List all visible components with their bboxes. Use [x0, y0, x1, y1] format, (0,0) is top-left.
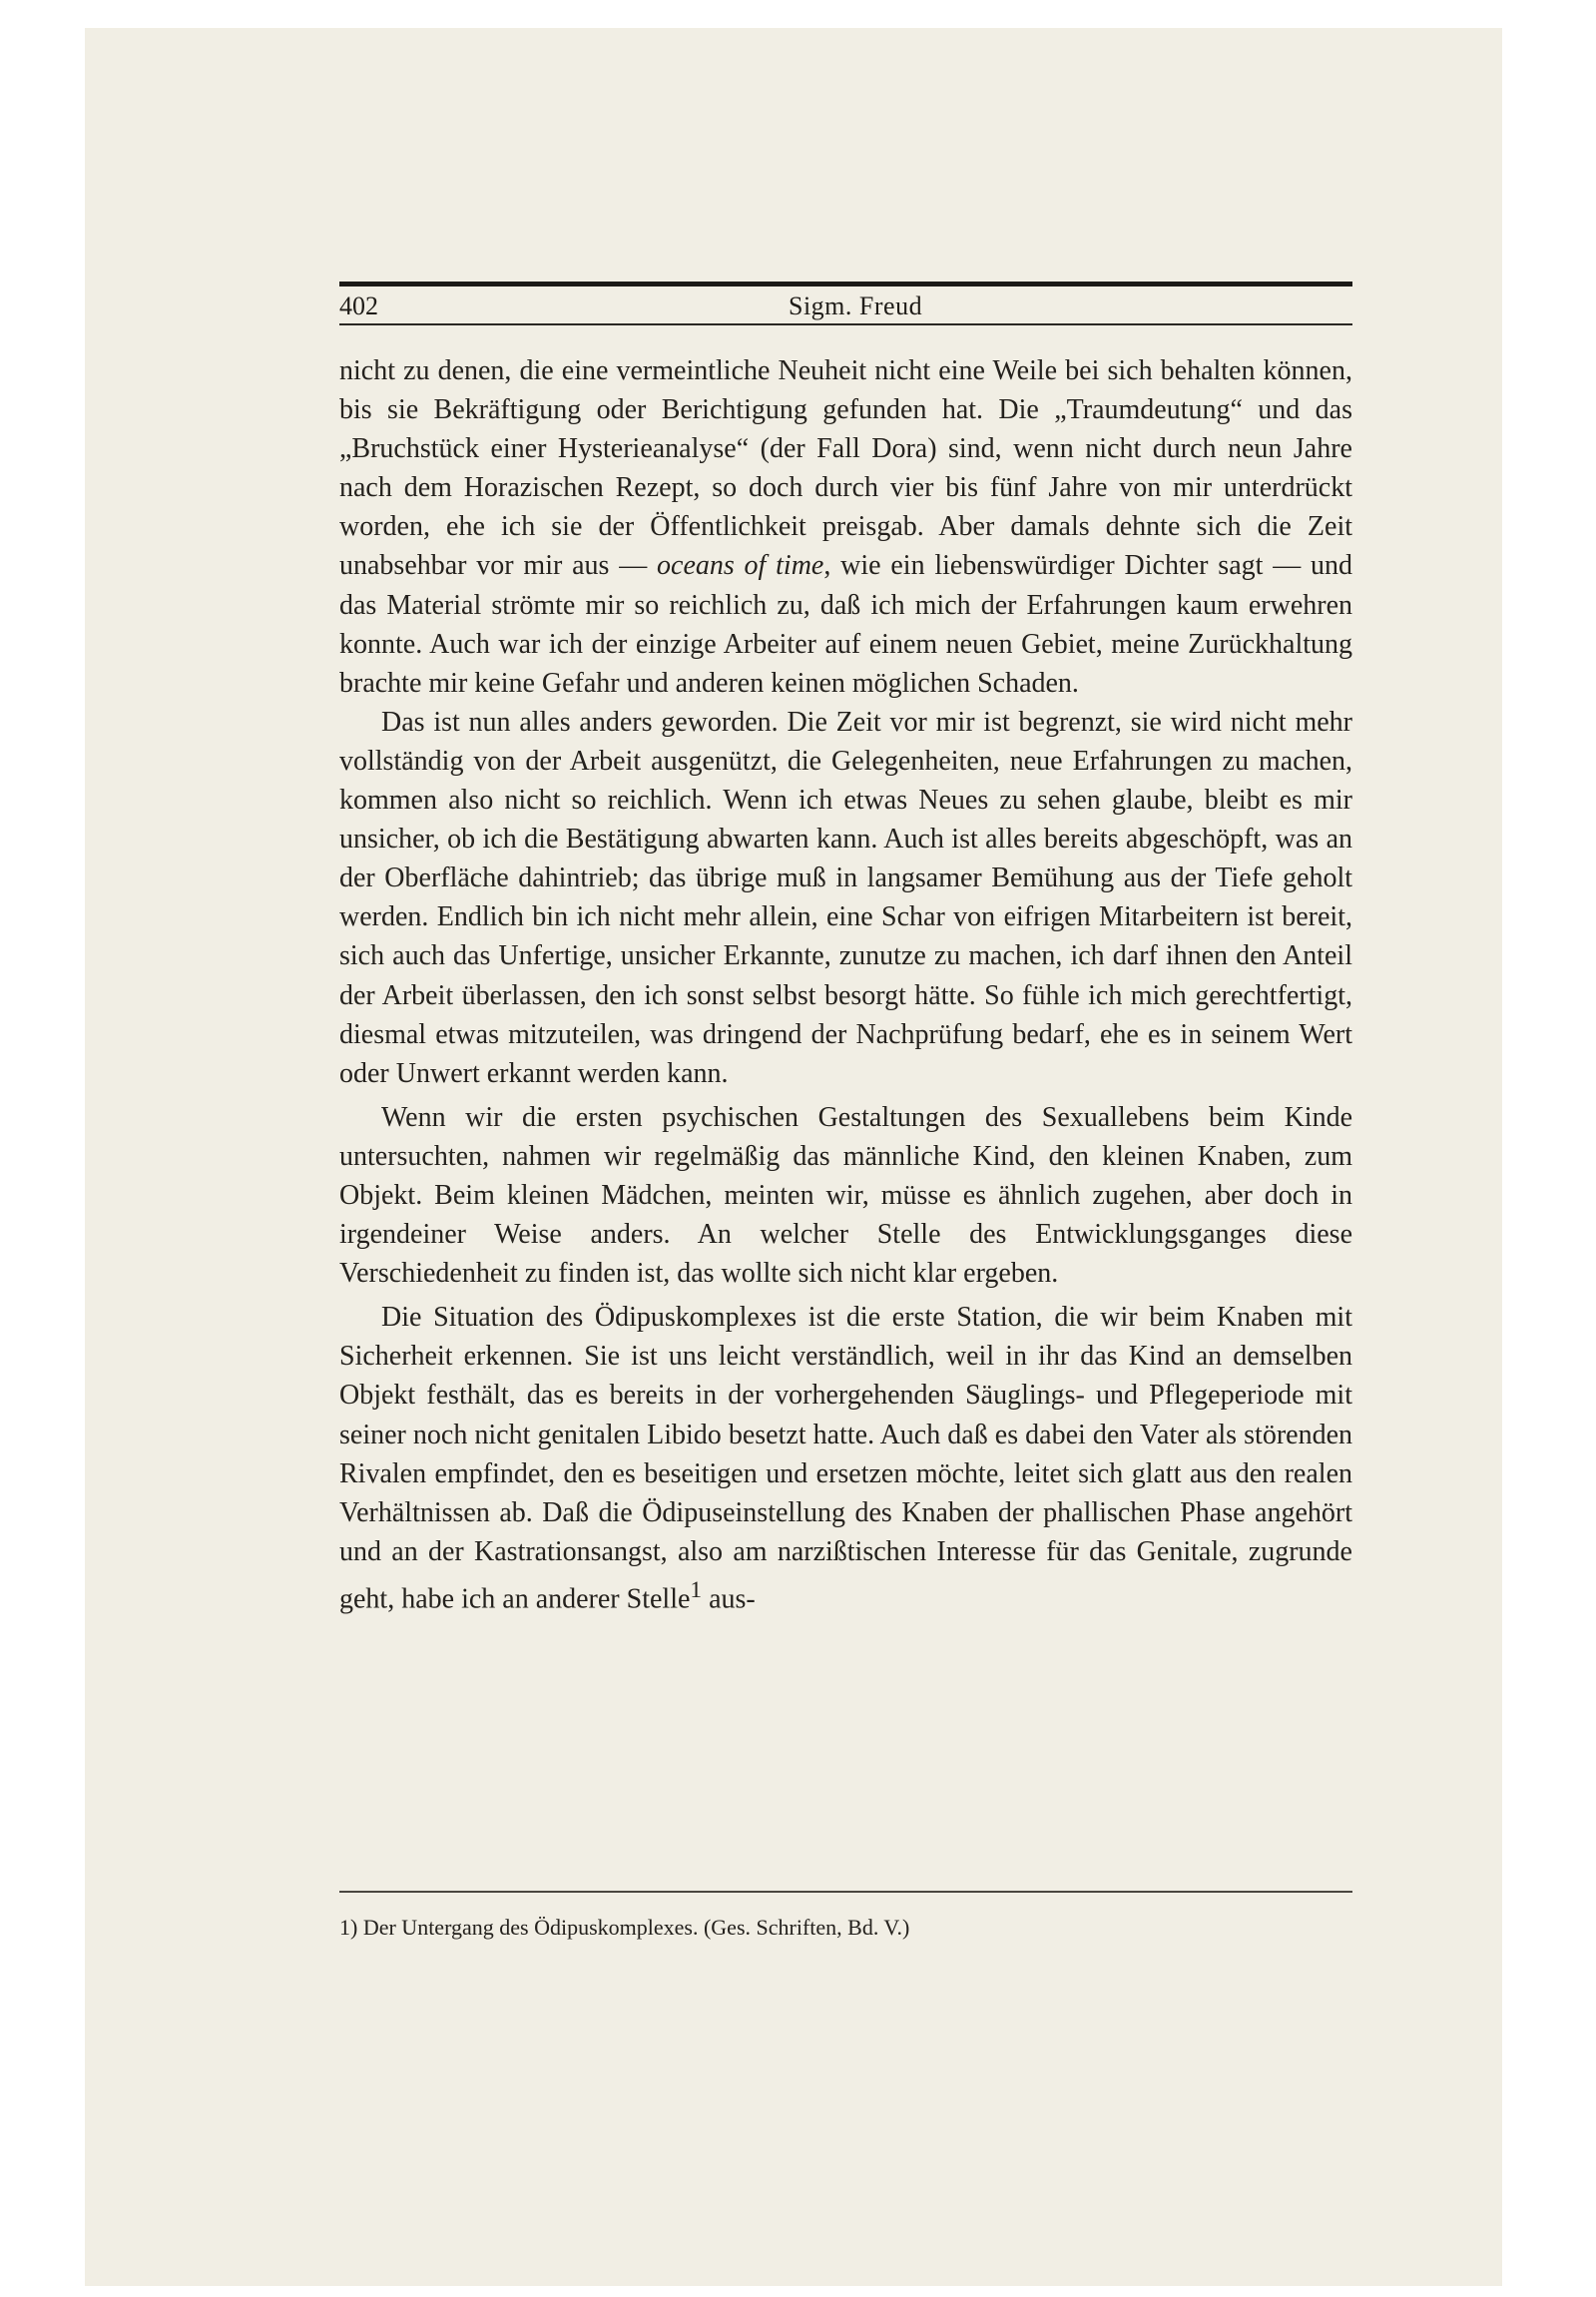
paragraph-4-text-a: Die Situation des Ödipuskomplexes ist die erste Station, die wir beim Knaben mit Sicherheit erkennen. Sie ist uns leicht verständlich, weil in ihr das Kind an demselben Objekt festhält, das es bereits in der vorhergehenden Säuglings- und Pflegeperiode mit seiner noch nicht genitalen Libido besetzt hatte. Auch daß es dabei den Vater als störenden Rivalen empfindet, den es beseitigen und ersetzen möchte, leitet sich glatt aus den realen Verhältnissen ab. Daß die Ödipuseinstellung des Knaben der phallischen Phase angehört und an der Kastrationsangst, also am narzißtischen Interesse für das Genitale, zugrunde geht, habe ich an anderer Stelle — [339, 1302, 1352, 1615]
running-title: Sigm. Freud — [789, 291, 923, 320]
paragraph-1 — [339, 351, 1352, 703]
paragraph-1-text-b: , wie ein liebenswürdiger Dichter sagt — und das Material strömte mir so reichlich zu, daß ich mich der Erfahrungen kaum erwehren konnte. Auch war ich der einzige Arbeiter auf einem neuen Gebiet, meine Zurückhaltung brachte mir keine Gefahr und anderen keinen möglichen Schaden. — [339, 550, 1352, 699]
header-rule-bottom — [339, 323, 1352, 325]
paragraph-4 — [339, 1298, 1352, 1618]
body-text — [339, 351, 1352, 1618]
paragraph-1-text-a: nicht zu denen, die eine vermeintliche Neuheit nicht eine Weile bei sich behalten können, bis sie Bekräftigung oder Berichtigung gefunden hat. Die „Traumdeutung“ und das „Bruchstück einer Hysterieanalyse“ (der Fall Dora) sind, wenn nicht durch neun Jahre nach dem Horazischen Rezept, so doch durch vier bis fünf Jahre von mir unterdrückt worden, ehe ich sie der Öffentlichkeit preisgab. Aber damals dehnte sich die Zeit unabsehbar vor mir aus — — [339, 355, 1352, 582]
page-header — [339, 278, 1352, 323]
footnote-rule — [339, 1891, 1352, 1893]
page-number: 402 — [339, 291, 378, 320]
paragraph-2: Das ist nun alles anders geworden. Die Zeit vor mir ist begrenzt, sie wird nicht mehr vollständig von der Arbeit ausgenützt, die Gelegenheiten, neue Erfahrungen zu machen, kommen also nicht so reichlich. Wenn ich etwas Neues zu sehen glaube, bleibt es mir unsicher, ob ich die Bestätigung abwarten kann. Auch ist alles bereits abgeschöpft, was an der Oberfläche dahintrieb; das übrige muß in langsamer Bemühung aus der Tiefe geholt werden. Endlich bin ich nicht mehr allein, eine Schar von eifrigen Mitarbeitern ist bereit, sich auch das Unfertige, unsicher Erkannte, zunutze zu machen, ich darf ihnen den Anteil der Arbeit überlassen, den ich sonst selbst besorgt hätte. So fühle ich mich gerechtfertigt, diesmal etwas mitzuteilen, was dringend der Nachprüfung bedarf, ehe es in seinem Wert oder Unwert erkannt werden kann. — [339, 706, 1352, 1089]
paragraph-1-emphasis: oceans of time — [657, 550, 824, 582]
paragraph-4-text-b: aus- — [702, 1583, 756, 1615]
footnote-marker: 1 — [690, 1576, 703, 1603]
paragraph-3: Wenn wir die ersten psychischen Gestaltungen des Sexuallebens beim Kinde untersuchten, nahmen wir regelmäßig das männliche Kind, den kleinen Knaben, zum Objekt. Beim kleinen Mädchen, meinten wir, müsse es ähnlich zugehen, aber doch in irgendeiner Weise anders. An welcher Stelle des Entwicklungsganges diese Verschiedenheit zu finden ist, das wollte sich nicht klar ergeben. — [339, 1101, 1352, 1290]
footnote: 1) Der Untergang des Ödipuskomplexes. (Ges. Schriften, Bd. V.) — [339, 1915, 910, 1940]
header-rule-top — [339, 282, 1352, 287]
